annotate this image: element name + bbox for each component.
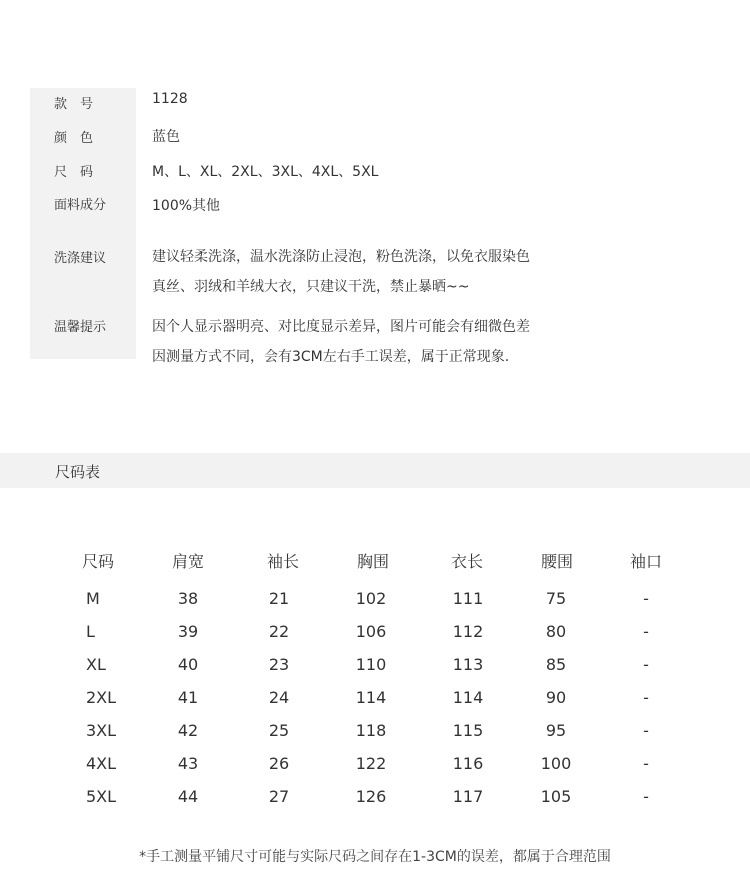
table-cell: 95 (545, 721, 567, 740)
spec-value-notice-line-2: 因测量方式不同，会有3CM左右手工误差，属于正常现象. (152, 349, 510, 365)
table-cell: 25 (268, 721, 290, 740)
spec-label-fabric: 面料成分 (54, 198, 107, 213)
table-cell-size: XL (86, 655, 106, 674)
table-cell: 114 (452, 688, 484, 707)
table-cell-size: 3XL (86, 721, 117, 740)
table-cell: - (643, 622, 649, 641)
spec-label-style-no: 款 号 (54, 97, 94, 112)
table-cell: - (643, 688, 649, 707)
table-cell: 22 (268, 622, 290, 641)
table-cell: 23 (268, 655, 290, 674)
table-cell: 115 (452, 721, 484, 740)
spec-value-size: M、L、XL、2XL、3XL、4XL、5XL (152, 164, 379, 180)
table-cell: 44 (177, 787, 199, 806)
table-cell: 27 (268, 787, 290, 806)
table-cell: 42 (177, 721, 199, 740)
table-cell: 118 (355, 721, 387, 740)
table-cell: 24 (268, 688, 290, 707)
table-cell: 41 (177, 688, 199, 707)
table-cell: 113 (452, 655, 484, 674)
table-cell: - (643, 787, 649, 806)
table-header-length: 衣长 (450, 552, 484, 571)
table-cell: 112 (452, 622, 484, 641)
table-cell: - (643, 589, 649, 608)
table-header-sleeve: 袖长 (266, 552, 300, 571)
table-cell: 111 (452, 589, 484, 608)
table-cell: 80 (545, 622, 567, 641)
size-table-header-bar (0, 453, 750, 488)
table-cell: 38 (177, 589, 199, 608)
table-cell: 100 (540, 754, 572, 773)
spec-value-washing-line-1: 建议轻柔洗涤，温水洗涤防止浸泡，粉色洗涤，以免衣服染色 (152, 249, 530, 265)
table-cell-size: L (86, 622, 95, 641)
table-cell-size: 4XL (86, 754, 117, 773)
table-cell: 106 (355, 622, 387, 641)
table-header-size: 尺码 (81, 552, 115, 571)
spec-value-color: 蓝色 (152, 129, 180, 145)
table-cell: 21 (268, 589, 290, 608)
table-cell-size: 5XL (86, 787, 117, 806)
table-cell: 90 (545, 688, 567, 707)
size-table-title: 尺码表 (55, 463, 101, 481)
table-cell: 122 (355, 754, 387, 773)
spec-label-size: 尺 码 (54, 165, 94, 180)
spec-value-notice-line-1: 因个人显示器明亮、对比度显示差异，图片可能会有细微色差 (152, 319, 530, 335)
table-cell: 102 (355, 589, 387, 608)
table-cell: 116 (452, 754, 484, 773)
spec-value-fabric: 100%其他 (152, 198, 221, 214)
table-cell: 40 (177, 655, 199, 674)
table-cell-size: M (86, 589, 100, 608)
table-cell: 110 (355, 655, 387, 674)
table-cell: 39 (177, 622, 199, 641)
table-header-shoulder: 肩宽 (171, 552, 205, 571)
table-header-waist: 腰围 (540, 552, 574, 571)
spec-value-washing-line-2: 真丝、羽绒和羊绒大衣，只建议干洗，禁止暴晒~~ (152, 279, 470, 295)
table-cell: 117 (452, 787, 484, 806)
table-cell: 26 (268, 754, 290, 773)
table-cell: 75 (545, 589, 567, 608)
table-cell: 126 (355, 787, 387, 806)
spec-label-washing: 洗涤建议 (54, 251, 107, 266)
spec-label-color: 颜 色 (54, 131, 94, 146)
table-cell: - (643, 721, 649, 740)
spec-label-notice: 温馨提示 (54, 320, 107, 335)
table-cell-size: 2XL (86, 688, 117, 707)
table-header-chest: 胸围 (356, 552, 390, 571)
footnote: *手工测量平铺尺寸可能与实际尺码之间存在1-3CM的误差，都属于合理范围 (139, 849, 611, 865)
table-cell: 43 (177, 754, 199, 773)
table-cell: - (643, 655, 649, 674)
table-header-cuff: 袖口 (629, 552, 663, 571)
spec-value-style-no: 1128 (152, 91, 188, 107)
table-cell: 114 (355, 688, 387, 707)
table-cell: - (643, 754, 649, 773)
table-cell: 105 (540, 787, 572, 806)
table-cell: 85 (545, 655, 567, 674)
